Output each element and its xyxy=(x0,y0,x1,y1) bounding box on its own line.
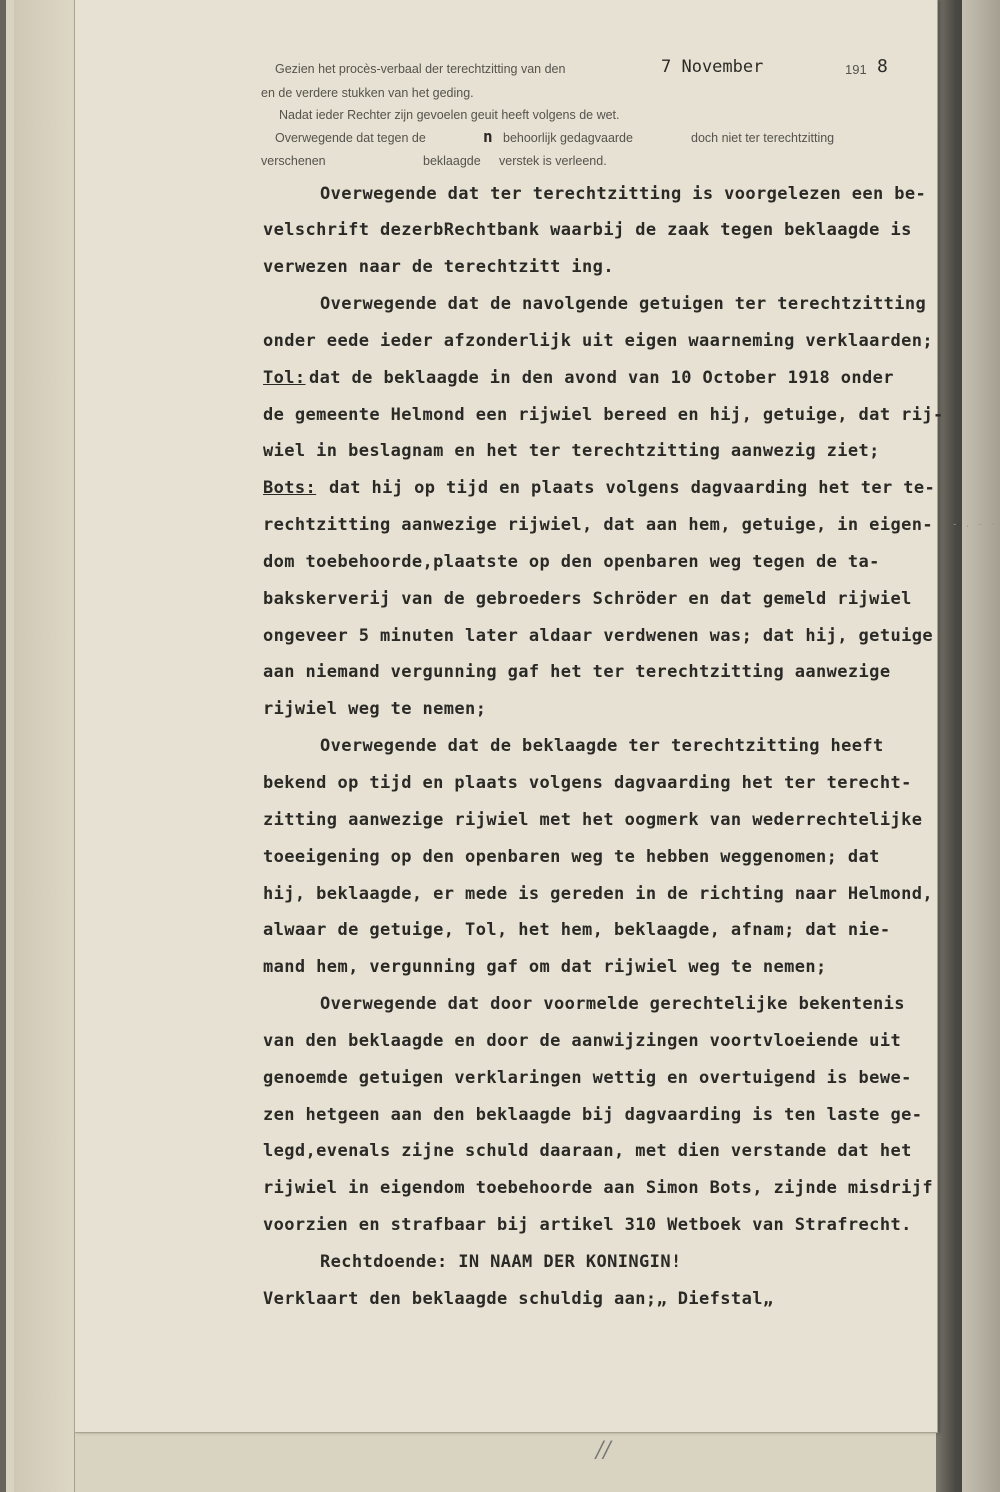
facing-page-edge xyxy=(962,0,1000,1492)
document-page xyxy=(74,0,944,1433)
body-line: hij, beklaagde, er mede is gereden in de richting naar Helmond, xyxy=(263,884,933,904)
body-line: bakskerverij van de gebroeders Schröder en dat gemeld rijwiel xyxy=(263,589,912,609)
body-line: bekend op tijd en plaats volgens dagvaarding het ter terecht- xyxy=(263,773,912,793)
body-line: Overwegende dat de beklaagde ter terechtzitting heeft xyxy=(320,736,884,756)
body-line: aan niemand vergunning gaf het ter terechtzitting aanwezige xyxy=(263,662,891,682)
body-line: Overwegende dat ter terechtzitting is voorgelezen een be- xyxy=(320,184,927,204)
form-line-3: Nadat ieder Rechter zijn gevoelen geuit heeft volgens de wet. xyxy=(279,108,620,122)
body-line: velschrift dezerbRechtbank waarbij de zaak tegen beklaagde is xyxy=(263,220,912,240)
body-line: ongeveer 5 minuten later aldaar verdwenen was; dat hij, getuige xyxy=(263,626,933,646)
body-line: de gemeente Helmond een rijwiel bereed en hij, getuige, dat rij- xyxy=(263,405,944,425)
form-line-1: Gezien het procès-verbaal der terechtzitting van den xyxy=(275,62,566,76)
body-line: dom toebehoorde,plaatste op den openbaren weg tegen de ta- xyxy=(263,552,880,572)
body-line: rechtzitting aanwezige rijwiel, dat aan hem, getuige, in eigen- xyxy=(263,515,933,535)
body-line: onder eede ieder afzonderlijk uit eigen waarneming verklaarden; xyxy=(263,331,933,351)
hearing-date: 7 November xyxy=(661,57,764,77)
body-line: wiel in beslagnam en het ter terechtzitting aanwezig ziet; xyxy=(263,441,880,461)
form-line-4-right: doch niet ter terechtzitting xyxy=(691,131,835,145)
pencil-mark: // xyxy=(596,1438,611,1463)
form-line-2: en de verdere stukken van het geding. xyxy=(261,86,474,100)
witness-label-tol: Tol: xyxy=(263,368,306,388)
body-line: zitting aanwezige rijwiel met het oogmerk van wederrechtelijke xyxy=(263,810,923,830)
verdict-line: Verklaart den beklaagde schuldig aan;„ Diefstal„ xyxy=(263,1289,774,1309)
body-line: mand hem, vergunning gaf om dat rijwiel weg te nemen; xyxy=(263,957,827,977)
body-line: dat hij op tijd en plaats volgens dagvaarding het ter te- xyxy=(329,478,936,498)
form-line-5-left: verschenen xyxy=(261,154,326,168)
body-line: dat de beklaagde in den avond van 10 October 1918 onder xyxy=(309,368,894,388)
body-line: zen hetgeen aan den beklaagde bij dagvaarding is ten laste ge- xyxy=(263,1105,923,1125)
body-line: genoemde getuigen verklaringen wettig en overtuigend is bewe- xyxy=(263,1068,912,1088)
form-line-4-typed: n xyxy=(483,127,493,146)
year-digit: 8 xyxy=(877,56,888,77)
body-line: legd,evenals zijne schuld daaraan, met dien verstande dat het xyxy=(263,1141,912,1161)
facing-page-mark: - . - - xyxy=(952,520,997,530)
page-stack-edge xyxy=(14,0,75,1492)
body-line: van den beklaagde en door de aanwijzingen voortvloeiende uit xyxy=(263,1031,902,1051)
body-line: voorzien en strafbaar bij artikel 310 Wetboek van Strafrecht. xyxy=(263,1215,912,1235)
year-prefix: 191 xyxy=(845,62,867,77)
body-line: toeeigening op den openbaren weg te hebben weggenomen; dat xyxy=(263,847,880,867)
body-line: verwezen naar de terechtzitt ing. xyxy=(263,257,614,277)
witness-label-bots: Bots: xyxy=(263,478,317,498)
body-line: alwaar de getuige, Tol, het hem, beklaagde, afnam; dat nie- xyxy=(263,920,891,940)
verdict-heading: Rechtdoende: IN NAAM DER KONINGIN! xyxy=(320,1252,682,1272)
form-line-4-left: Overwegende dat tegen de xyxy=(275,131,426,145)
form-line-5-right: verstek is verleend. xyxy=(499,154,607,168)
body-line: rijwiel weg te nemen; xyxy=(263,699,487,719)
body-line: rijwiel in eigendom toebehoorde aan Simon Bots, zijnde misdrijf xyxy=(263,1178,933,1198)
form-line-4-mid: behoorlijk gedagvaarde xyxy=(503,131,633,145)
body-line: Overwegende dat de navolgende getuigen ter terechtzitting xyxy=(320,294,927,314)
form-line-5-mid: beklaagde xyxy=(423,154,481,168)
body-line: Overwegende dat door voormelde gerechtelijke bekentenis xyxy=(320,994,905,1014)
